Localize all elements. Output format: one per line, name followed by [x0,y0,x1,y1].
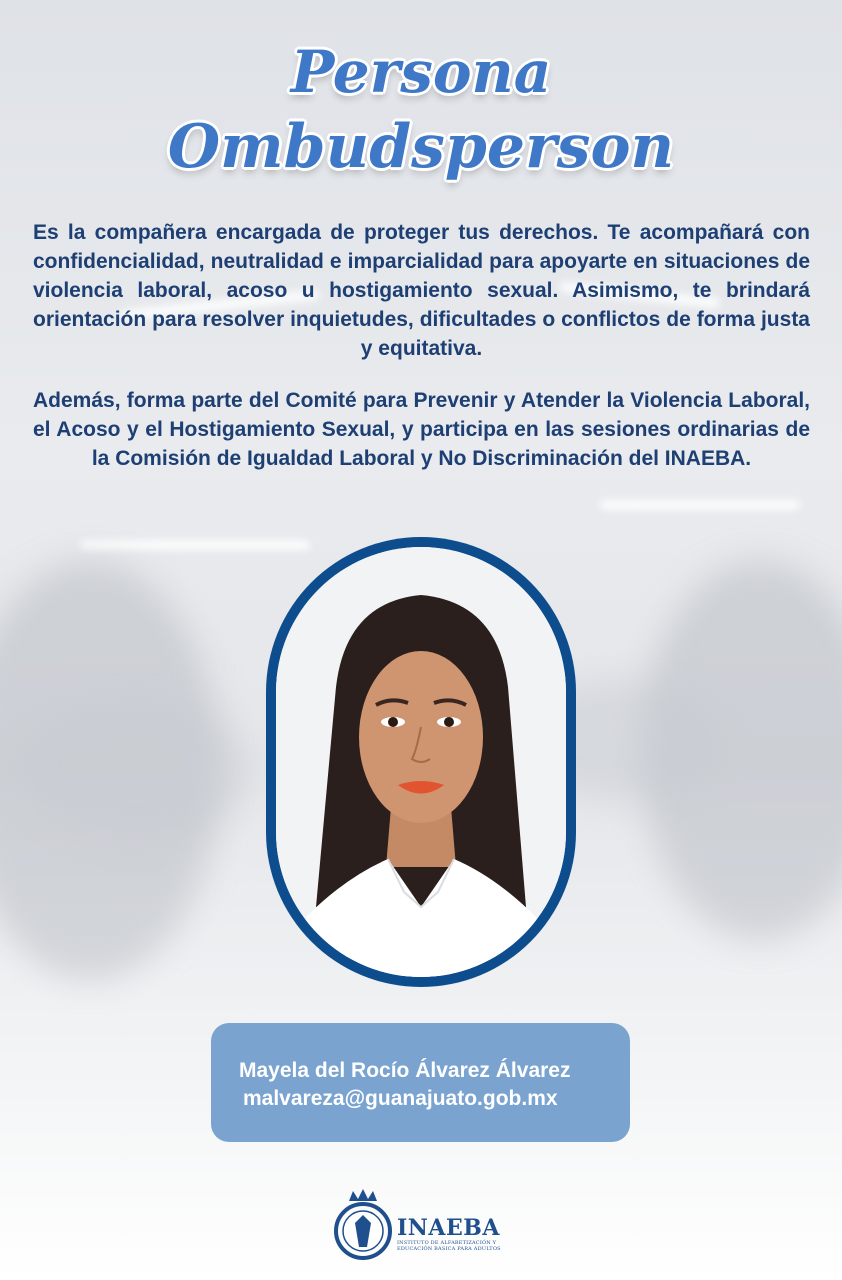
title-line-2: Ombudsperson [167,112,675,182]
logo-wordmark: INAEBA [397,1215,500,1241]
contact-name: Mayela del Rocío Álvarez Álvarez [239,1059,571,1082]
title-line-1: Persona [290,38,552,106]
committee-paragraph: Además, forma parte del Comité para Prevenir y Atender la Violencia Laboral, el Acoso y el Hostigamiento Sexual, y participa en las sesiones ordinarias de la Comisión de Igualdad Laboral y No Discriminación del INAEBA. [33,389,810,470]
portrait-frame [266,537,576,987]
person-portrait-illustration [276,547,566,977]
description-paragraph: Es la compañera encargada de proteger tus derechos. Te acompañará con confidencialidad, neutralidad e imparcialidad para apoyarte en situaciones de violencia laboral, acoso u hostigamiento sexual. Asimismo, te brindará orientación para resolver inquietudes, dificultades o conflictos de forma justa y equitativa. [33,221,810,360]
inaeba-emblem-icon [333,1187,393,1263]
portrait-photo [276,547,566,977]
contact-email[interactable]: malvareza@guanajuato.gob.mx [243,1087,558,1110]
contact-card [211,1023,630,1142]
logo-subtitle: INSTITUTO DE ALFABETIZACIÓN Y EDUCACIÓN BÁSICA PARA ADULTOS [397,1240,501,1252]
inaeba-logo [333,1187,513,1263]
